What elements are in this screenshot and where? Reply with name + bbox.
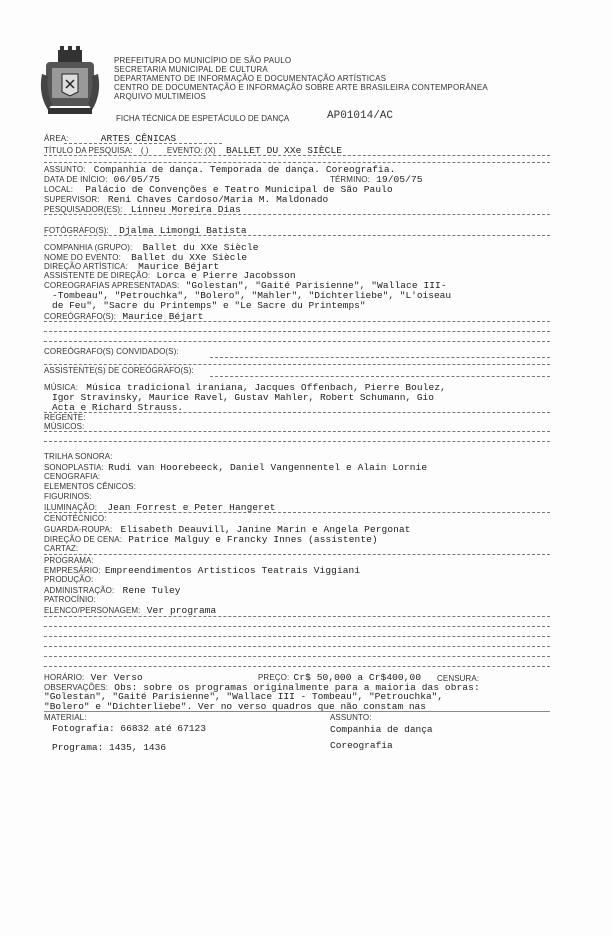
coreografias-line: "Golestan", "Gaité Parisienne", "Wallace III-: [185, 280, 447, 291]
direcao-cena-label: DIREÇÃO DE CENA:: [44, 535, 123, 544]
coreografo-value: Maurice Béjart: [122, 311, 204, 322]
cenografia-label: CENOGRAFIA:: [44, 472, 101, 481]
material-row: [44, 713, 87, 722]
evento-label: EVENTO:: [166, 146, 203, 155]
coreografias-line: -Tombeau", "Petrouchka", "Bolero", "Mahler", "Dichterliebe", "L'oiseau: [52, 290, 452, 301]
observacoes-line: Obs: sobre os programas originalmente para a maioria das obras:: [114, 682, 480, 693]
musicos-label: MÚSICOS:: [44, 422, 85, 431]
coreografias-label: COREOGRAFIAS APRESENTADAS:: [44, 281, 180, 290]
document-code: AP01014/AC: [327, 110, 394, 122]
assunto2-line: Companhia de dança: [330, 724, 433, 735]
divider: [44, 646, 550, 647]
censura-label: CENSURA:: [437, 674, 480, 683]
coreografias-line: de Feu", "Sacre du Printemps" e "Le Sacre du Printemps": [52, 300, 366, 311]
divider: [44, 431, 550, 432]
header-line: CENTRO DE DOCUMENTAÇÃO E INFORMAÇÃO SOBRE ARTE BRASILEIRA CONTEMPORÂNEA: [114, 83, 488, 92]
header-line: DEPARTAMENTO DE INFORMAÇÃO E DOCUMENTAÇÃO ARTÍSTICAS: [114, 74, 387, 83]
divider: [44, 441, 550, 442]
material-line: Programa: 1435, 1436: [52, 742, 167, 753]
administracao-label: ADMINISTRAÇÃO:: [44, 586, 115, 595]
cartaz-row: [44, 544, 78, 553]
patrocinio-label: PATROCÍNIO:: [44, 595, 96, 604]
termino-value: 19/05/75: [376, 174, 423, 185]
preco-value: Cr$ 50,000 a Cr$400,00: [293, 672, 422, 683]
coat-of-arms-seal: [38, 44, 102, 118]
header-line: SECRETARIA MUNICIPAL DE CULTURA: [114, 65, 268, 74]
divider: [44, 554, 550, 555]
producao-row: [44, 575, 93, 584]
divider: [44, 626, 550, 627]
direcao-artistica-label: DIREÇÃO ARTÍSTICA:: [44, 262, 128, 271]
coreografos-convidados-label: COREÓGRAFO(S) CONVIDADO(S):: [44, 347, 179, 356]
trilha-row: [44, 452, 113, 461]
header-line: ARQUIVO MULTIMEIOS: [114, 92, 206, 101]
preco-label: PREÇO:: [258, 673, 290, 682]
divider: [44, 412, 550, 413]
patrocinio-row: [44, 595, 96, 604]
pesquisador-value: Linneu Moreira Dias: [130, 204, 241, 215]
divider: [210, 357, 550, 358]
coreografos-convidados-row: [44, 347, 179, 356]
assistente-coreografo-label: ASSISTENTE(S) DE COREÓGRAFO(S):: [44, 366, 194, 375]
evento-value: BALLET DU XXe SIÈCLE: [226, 145, 343, 156]
titulo-label: TÍTULO DA PESQUISA:: [44, 146, 133, 155]
sonoplastia-row: [44, 462, 427, 473]
nome-evento-value: Ballet du XXe Siècle: [131, 252, 248, 263]
local-label: LOCAL:: [44, 185, 74, 194]
assunto-value: Companhia de dança. Temporada de dança. Coreografia.: [93, 164, 396, 175]
cenotecnico-label: CENOTÉCNICO:: [44, 514, 107, 523]
assunto2-line: Coreografia: [330, 740, 393, 751]
assistente-coreografo-row: [44, 366, 194, 375]
termino-label: TÉRMINO:: [330, 175, 370, 184]
divider: [44, 321, 550, 322]
material-line: Fotografia: 66832 até 67123: [52, 723, 206, 734]
companhia-label: COMPANHIA (GRUPO):: [44, 243, 133, 252]
elementos-label: ELEMENTOS CÊNICOS:: [44, 482, 136, 491]
divider: [44, 656, 550, 657]
cartaz-label: CARTAZ:: [44, 544, 79, 553]
figurinos-row: [44, 492, 92, 501]
elenco-row: [44, 605, 216, 616]
trilha-label: TRILHA SONORA:: [44, 452, 113, 461]
data-inicio-value: 06/05/75: [113, 174, 161, 185]
data-inicio-label: DATA DE INÍCIO:: [44, 175, 108, 184]
cenografia-row: [44, 472, 100, 481]
assunto2-label: ASSUNTO:: [330, 713, 372, 722]
sonoplastia-label: SONOPLASTIA:: [44, 463, 104, 472]
header-line: PREFEITURA DO MUNICÍPIO DE SÃO PAULO: [114, 56, 292, 65]
regente-row: [44, 413, 86, 422]
divider: [44, 155, 550, 156]
evento-checkbox: (X): [204, 146, 216, 155]
elenco-value: Ver programa: [146, 605, 217, 616]
divider: [44, 235, 550, 236]
regente-label: REGENTE:: [44, 413, 86, 422]
area-underline: [64, 143, 222, 144]
titulo-checkbox: ( ): [140, 146, 149, 155]
musica-line: Música tradicional iraniana, Jacques Offenbach, Pierre Boulez,: [86, 382, 446, 393]
cenotecnico-row: [44, 514, 107, 523]
direcao-cena-value: Patrice Malguy e Francky Innes (assistente): [128, 534, 378, 545]
sonoplastia-value: Rudi van Hoorebeeck, Daniel Vangennentel e Alain Lornie: [108, 462, 428, 473]
local-value: Palácio de Convenções e Teatro Municipal de São Paulo: [85, 184, 393, 195]
form-title: FICHA TÉCNICA DE ESPETÁCULO DE DANÇA: [116, 114, 290, 123]
assunto2-row: [330, 713, 372, 722]
divider: [210, 376, 550, 377]
horario-label: HORÁRIO:: [44, 673, 85, 682]
supervisor-value: Reni Chaves Cardoso/Maria M. Maldonado: [107, 194, 329, 205]
observacoes-label: OBSERVAÇÕES:: [44, 683, 109, 692]
coreografo-label: COREÓGRAFO(S):: [44, 312, 117, 321]
musica-label: MÚSICA:: [44, 383, 79, 392]
divider: [44, 666, 550, 667]
producao-label: PRODUÇÃO:: [44, 575, 94, 584]
material-label: MATERIAL:: [44, 713, 87, 722]
assunto-label: ASSUNTO:: [44, 165, 86, 174]
guarda-roupa-label: GUARDA-ROUPA:: [44, 525, 113, 534]
horario-value: Ver Verso: [90, 672, 143, 683]
observacoes-line: "Golestan", "Gaité Parisienne", "Wallace III - Tombeau", "Petrouchka",: [44, 691, 444, 702]
area-label: ÁREA:: [44, 134, 69, 143]
assistente-direcao-value: Lorca e Pierre Jacobsson: [156, 270, 296, 281]
fotografo-label: FOTÓGRAFO(S):: [44, 226, 109, 235]
nome-evento-label: NOME DO EVENTO:: [44, 253, 121, 262]
direcao-artistica-value: Maurice Béjart: [138, 261, 220, 272]
divider: [44, 711, 550, 712]
divider: [44, 636, 550, 637]
musicos-row: [44, 422, 84, 431]
programa-label: PROGRAMA:: [44, 556, 94, 565]
pesquisador-label: PESQUISADOR(ES):: [44, 205, 123, 214]
administracao-value: Rene Tuley: [122, 585, 181, 596]
elementos-row: [44, 482, 136, 491]
iluminacao-label: ILUMINAÇÃO:: [44, 503, 98, 512]
figurinos-label: FIGURINOS:: [44, 492, 92, 501]
guarda-roupa-value: Elisabeth Deauvill, Janine Marin e Angela Pergonat: [120, 524, 411, 535]
assistente-direcao-label: ASSISTENTE DE DIREÇÃO:: [44, 271, 151, 280]
observacoes-line: "Bolero" e "Dichterliebe". Ver no verso quadros que não constam nas: [44, 701, 426, 712]
area-value: ARTES CÊNICAS: [100, 133, 177, 144]
divider: [44, 331, 550, 332]
musica-line: Acta e Richard Strauss.: [52, 402, 184, 413]
supervisor-label: SUPERVISOR:: [44, 195, 100, 204]
divider: [44, 616, 550, 617]
programa-row: [44, 556, 94, 565]
fotografo-value: Djalma Limongi Batista: [119, 225, 247, 236]
institution-header: [114, 56, 488, 101]
empresario-label: EMPRESÁRIO:: [44, 566, 101, 575]
musica-line: Igor Stravinsky, Maurice Ravel, Gustav Mahler, Robert Schumann, Gio: [52, 392, 434, 403]
companhia-value: Ballet du XXe Siècle: [142, 242, 259, 253]
empresario-value: Empreendimentos Artísticos Teatrais Viggiani: [104, 565, 361, 576]
direcao-cena-row: [44, 534, 378, 545]
divider: [44, 364, 550, 365]
elenco-label: ELENCO/PERSONAGEM:: [44, 606, 141, 615]
divider: [44, 214, 550, 215]
divider: [44, 341, 550, 342]
divider: [44, 512, 550, 513]
divider: [44, 162, 550, 163]
iluminacao-value: Jean Forrest e Peter Hangeret: [107, 502, 276, 513]
